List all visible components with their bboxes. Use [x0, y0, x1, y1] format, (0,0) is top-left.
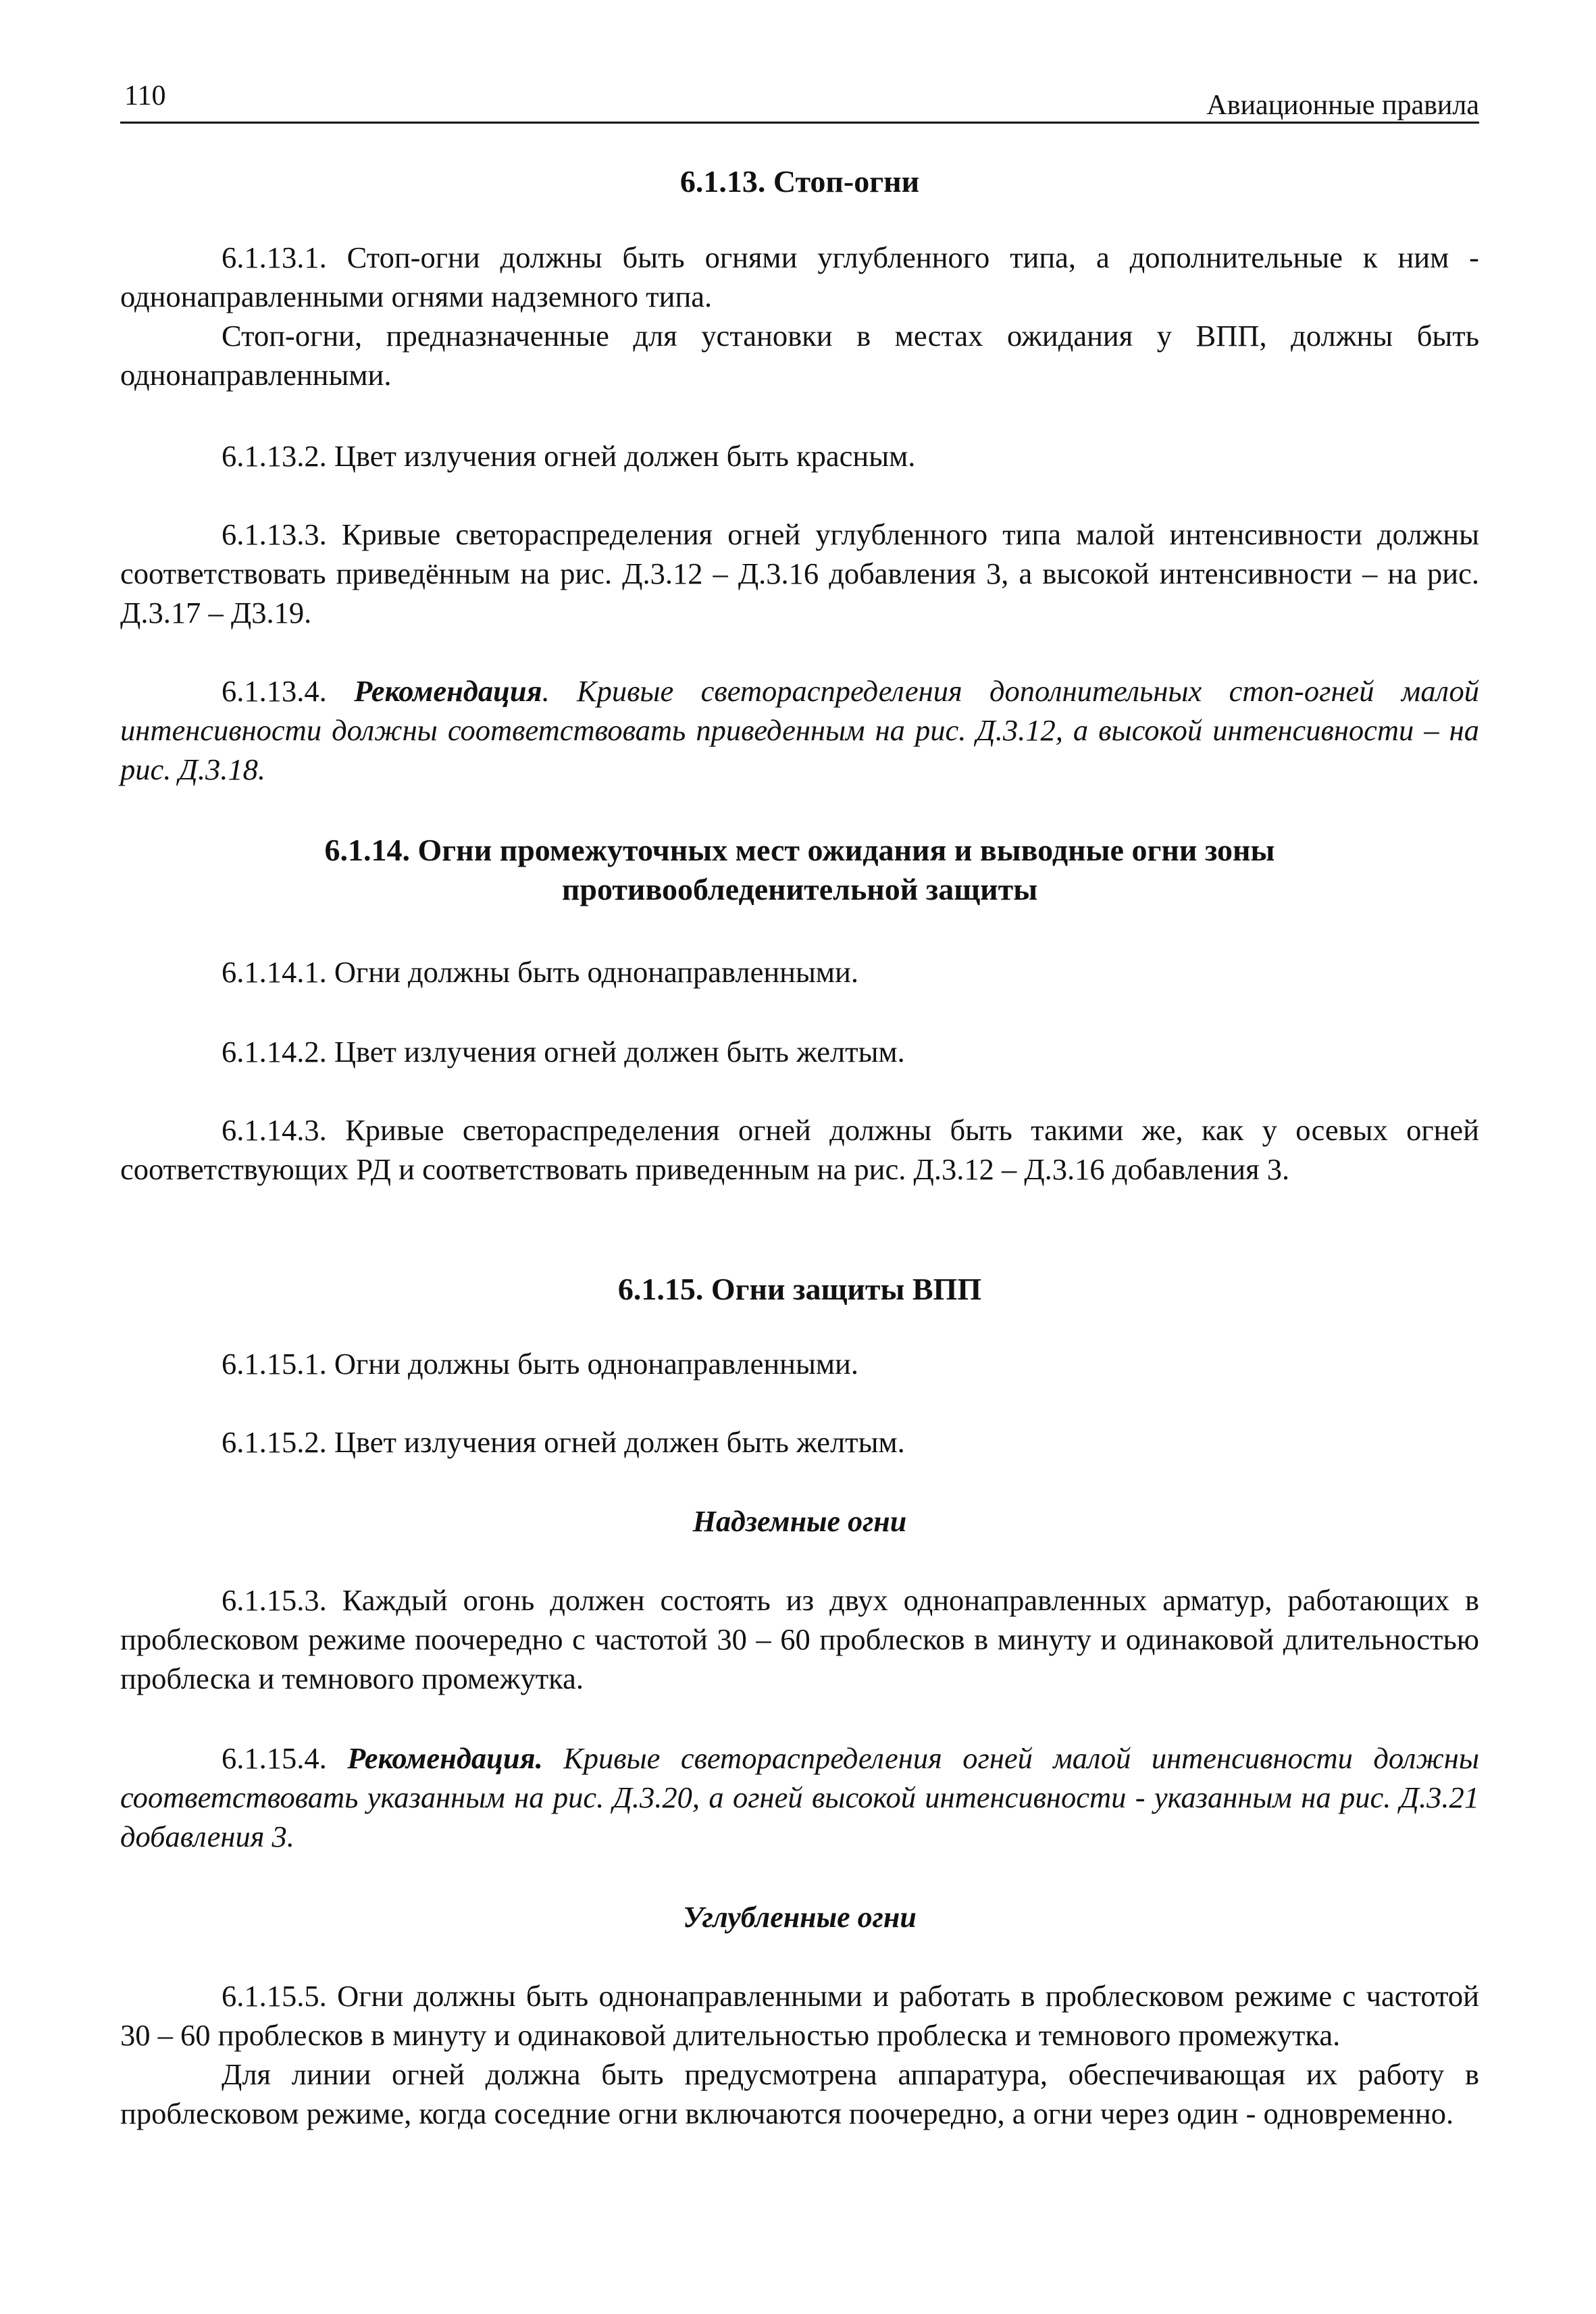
recommendation-text: . Кривые светораспределения дополнительных стоп-огней малой интенсивности должны соответствовать приведенным на рис. Д.3.12, а высокой интенсивности – на рис. Д.3.18. [120, 674, 1480, 786]
paragraph-text: Стоп-огни, предназначенные для установки в местах ожидания у ВПП, должны быть однонаправленными. [120, 319, 1479, 392]
heading-line: противообледенительной защиты [561, 872, 1038, 906]
page-header [120, 80, 1479, 124]
section-heading-6-1-13: 6.1.13. Стоп-огни [679, 164, 920, 199]
paragraph-6-1-13-4 [120, 671, 1479, 789]
paragraph-6-1-13-1 [120, 238, 1479, 394]
paragraph-6-1-14-3: 6.1.14.3. Кривые светораспределения огней должны быть такими же, как у осевых огней соответствующих РД и соответствовать приведенным на рис. Д.3.12 – Д.3.16 добавления 3. [120, 1113, 1479, 1186]
paragraph-6-1-15-4 [120, 1739, 1479, 1856]
paragraph-6-1-15-3: 6.1.15.3. Каждый огонь должен состоять из двух однонаправленных арматур, работающих в проблесковом режиме поочередно с частотой 30 – 60 проблесков в минуту и одинаковой длительностью проблеска и темнового промежутка. [120, 1583, 1479, 1695]
running-title: Авиационные правила [1206, 90, 1479, 121]
subheading-above-ground-lights: Надземные огни [692, 1505, 907, 1538]
paragraph-text: 6.1.15.5. Огни должны быть однонаправленными и работать в проблесковом режиме с частотой 30 – 60 проблесков в минуту и одинаковой длительностью проблеска и темнового промежутка. [120, 1979, 1479, 2052]
paragraph-text: Для линии огней должна быть предусмотрена аппаратура, обеспечивающая их работу в проблесковом режиме, когда соседние огни включаются поочередно, а огни через один - одновременно. [120, 2057, 1479, 2130]
paragraph-text: 6.1.13.1. Стоп-огни должны быть огнями углубленного типа, а дополнительные к ним - однонаправленными огнями надземного типа. [120, 240, 1479, 313]
subheading-inset-lights: Углубленные огни [683, 1901, 917, 1934]
recommendation-text: Кривые светораспределения огней малой интенсивности должны соответствовать указанным на рис. Д.3.20, а огней высокой интенсивности - указанным на рис. Д.3.21 добавления 3. [120, 1741, 1479, 1853]
clause-number: 6.1.15.4. [222, 1741, 327, 1775]
paragraph-6-1-15-1: 6.1.15.1. Огни должны быть однонаправленными. [222, 1347, 858, 1381]
section-heading-6-1-14 [120, 831, 1479, 909]
paragraph-6-1-15-2: 6.1.15.2. Цвет излучения огней должен быть желтым. [222, 1425, 905, 1459]
paragraph-6-1-13-3: 6.1.13.3. Кривые светораспределения огней углубленного типа малой интенсивности должны соответствовать приведённым на рис. Д.3.12 – Д.3.16 добавления 3, а высокой интенсивности – на рис. Д.3.17 – Д3.19. [120, 517, 1479, 629]
paragraph-6-1-14-2: 6.1.14.2. Цвет излучения огней должен быть желтым. [222, 1035, 905, 1069]
clause-number: 6.1.13.4. [222, 674, 327, 708]
heading-line: 6.1.14. Огни промежуточных мест ожидания и выводные огни зоны [324, 833, 1275, 867]
recommendation-label: Рекомендация [354, 674, 542, 708]
page-number: 110 [124, 80, 166, 111]
paragraph-6-1-15-5 [120, 1976, 1479, 2133]
section-heading-6-1-15: 6.1.15. Огни защиты ВПП [617, 1272, 982, 1306]
paragraph-6-1-14-1: 6.1.14.1. Огни должны быть однонаправленными. [222, 955, 858, 989]
paragraph-6-1-13-2: 6.1.13.2. Цвет излучения огней должен быть красным. [222, 439, 916, 473]
recommendation-label: Рекомендация. [347, 1741, 543, 1775]
